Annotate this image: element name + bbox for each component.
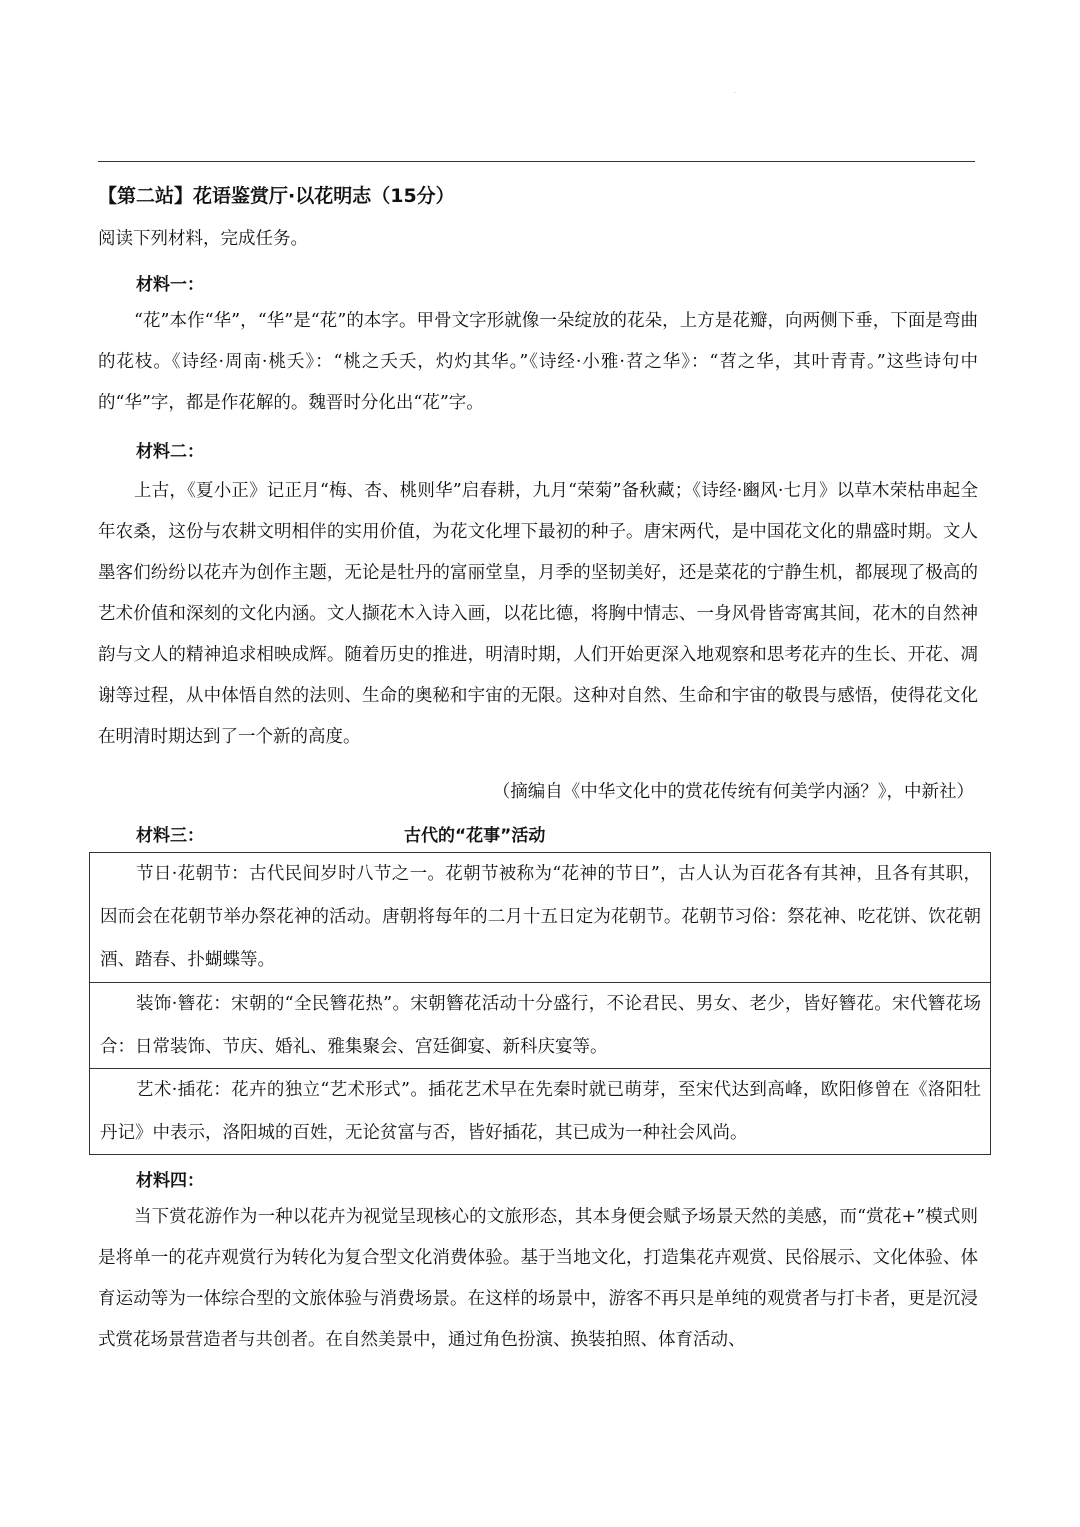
material1-text: “花”本作“华”，“华”是“花”的本字。甲骨文字形就像一朵绽放的花朵，上方是花瓣，向两侧下垂，下面是弯曲的花枝。《诗经·周南·桃夭》：“桃之夭夭，灼灼其华。”《诗经·小雅·苕之华》：“苕之华，其叶青青。”这些诗句中的“华”字，都是作花解的。魏晋时分化出“花”字。 — [98, 311, 978, 413]
table-cell-text: 节日·花朝节：古代民间岁时八节之一。花朝节被称为“花神的节日”，古人认为百花各有其神，且各有其职，因而会在花朝节举办祭花神的活动。唐朝将每年的二月十五日定为花朝节。花朝节习俗：祭花神、吃花饼、饮花朝酒、踏春、扑蝴蝶等。 — [100, 864, 981, 970]
table-cell-text: 艺术·插花：花卉的独立“艺术形式”。插花艺术早在先秦时就已萌芽，至宋代达到高峰，欧阳修曾在《洛阳牡丹记》中表示，洛阳城的百姓，无论贫富与否，皆好插花，其已成为一种社会风尚。 — [100, 1080, 981, 1143]
material3-table-title: 古代的“花事”活动 — [404, 826, 546, 846]
flower-activities-table — [89, 852, 991, 1155]
table-row — [90, 1068, 990, 1154]
table-cell-text: 装饰·簪花：宋朝的“全民簪花热”。宋朝簪花活动十分盛行，不论君民、男女、老少，皆好簪花。宋代簪花场合：日常装饰、节庆、婚礼、雅集聚会、宫廷御宴、新科庆宴等。 — [100, 994, 981, 1057]
header-rule — [98, 161, 975, 162]
material3-label: 材料三： — [136, 826, 204, 846]
material1-label: 材料一： — [136, 275, 204, 295]
table-row — [90, 982, 990, 1068]
material4-label: 材料四： — [136, 1171, 204, 1191]
decorative-dot: · — [734, 90, 736, 97]
section-title: 【第二站】花语鉴赏厅·以花明志（15分） — [98, 185, 455, 207]
material2-text: 上古，《夏小正》记正月“梅、杏、桃则华”启春耕，九月“荣菊”备秋藏；《诗经·豳风·七月》以草木荣枯串起全年农桑，这份与农耕文明相伴的实用价值，为花文化埋下最初的种子。唐宋两代，是中国花文化的鼎盛时期。文人墨客们纷纷以花卉为创作主题，无论是牡丹的富丽堂皇，月季的坚韧美好，还是菜花的宁静生机，都展现了极高的艺术价值和深刻的文化内涵。文人撷花木入诗入画，以花比德，将胸中情志、一身风骨皆寄寓其间，花木的自然神韵与文人的精神追求相映成辉。随着历史的推进，明清时期，人们开始更深入地观察和思考花卉的生长、开花、凋谢等过程，从中体悟自然的法则、生命的奥秘和宇宙的无限。这种对自然、生命和宇宙的敬畏与感悟，使得花文化在明清时期达到了一个新的高度。 — [98, 481, 978, 747]
table-row — [90, 853, 990, 982]
instruction-text: 阅读下列材料，完成任务。 — [98, 229, 308, 249]
material2-label: 材料二： — [136, 442, 204, 462]
material2-source: （摘编自《中华文化中的赏花传统有何美学内涵？》，中新社） — [492, 782, 974, 802]
material4-text: 当下赏花游作为一种以花卉为视觉呈现核心的文旅形态，其本身便会赋予场景天然的美感，而“赏花+”模式则是将单一的花卉观赏行为转化为复合型文化消费体验。基于当地文化，打造集花卉观赏、民俗展示、文化体验、体育运动等为一体综合型的文旅体验与消费场景。在这样的场景中，游客不再只是单纯的观赏者与打卡者，更是沉浸式赏花场景营造者与共创者。在自然美景中，通过角色扮演、换装拍照、体育活动、 — [98, 1207, 978, 1350]
